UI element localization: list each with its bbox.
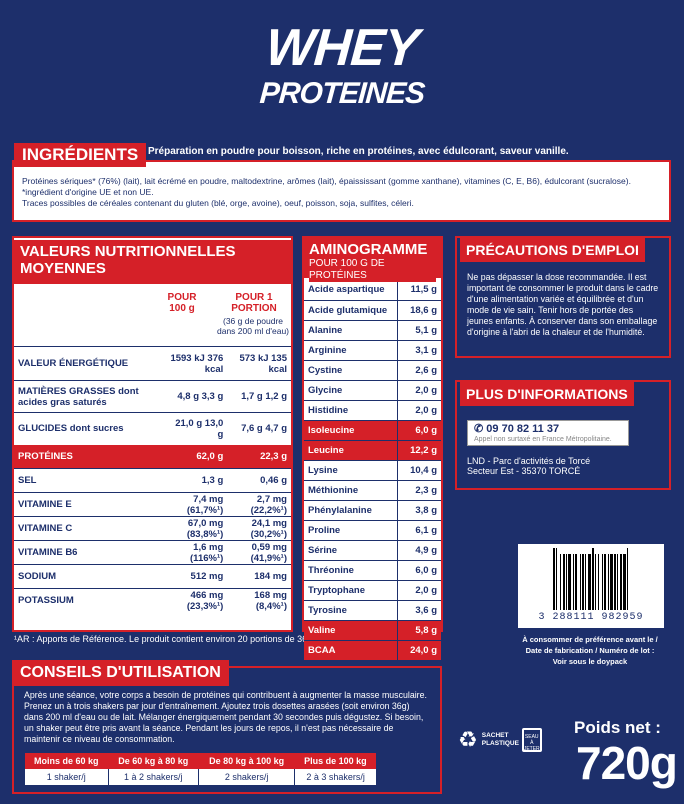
amino-value: 2,0 g — [397, 380, 441, 400]
amino-name: Sérine — [304, 540, 397, 560]
nutr-v2: 7,6 g 4,7 g — [227, 413, 291, 445]
nutr-name: VITAMINE C — [14, 517, 164, 541]
address-line2: Secteur Est - 35370 TORCÉ — [467, 466, 581, 476]
product-title: WHEY — [263, 19, 421, 77]
nutr-v1: 7,4 mg (61,7%¹) — [164, 493, 228, 517]
table-row — [304, 600, 441, 620]
amino-name: Isoleucine — [304, 420, 397, 440]
shaker-table — [24, 753, 376, 785]
amino-value: 12,2 g — [397, 440, 441, 460]
amino-name: Arginine — [304, 340, 397, 360]
conseils-text: Après une séance, votre corps a besoin de protéines qui contribuent à augmenter la masse musculaire. Prenez un à trois shakers par jour d'entraînement. Ajoutez trois dosettes arasées (soit environ 36g) dans 200 ml d'eau ou de lait. Mélanger énergiquement pendant 30 secondes puis dégustez. Si besoin, un shaker peut être pris avant la séance. Pendant les jours de repos, il n'est pas nécessaire de maintenir ce niveau de consommation. — [24, 690, 427, 744]
table-row — [304, 620, 441, 640]
amino-value: 3,6 g — [397, 600, 441, 620]
amino-name: Thréonine — [304, 560, 397, 580]
weight-cell: Moins de 60 kg — [25, 753, 109, 769]
table-row — [304, 360, 441, 380]
nutr-v1: 1,6 mg (116%¹) — [164, 541, 228, 565]
recycle-block — [458, 722, 558, 758]
net-weight-label: Poids net : — [574, 718, 661, 737]
table-row — [25, 753, 377, 769]
nutr-v2: 1,7 g 1,2 g — [227, 381, 291, 413]
nutr-name: PROTÉINES — [18, 450, 73, 462]
nutr-v1: 1593 kJ 376 kcal — [164, 347, 228, 381]
ingredients-box — [12, 160, 671, 222]
table-row — [304, 420, 441, 440]
weight-cell: De 60 kg à 80 kg — [108, 753, 198, 769]
nutr-v2: 184 mg — [227, 565, 291, 589]
barcode — [518, 544, 664, 628]
amino-name: Acide glutamique — [304, 300, 397, 320]
phone-icon: ✆ — [474, 423, 484, 435]
amino-name: Tryptophane — [304, 580, 397, 600]
table-row — [25, 769, 377, 785]
conseils-label: CONSEILS D'UTILISATION — [12, 660, 229, 686]
table-row — [304, 380, 441, 400]
amino-value: 10,4 g — [397, 460, 441, 480]
table-row — [304, 300, 441, 320]
table-row — [14, 413, 291, 445]
nutr-name: SODIUM — [14, 565, 164, 589]
nutrition-col2-header: POUR 1 PORTION — [231, 292, 277, 314]
nutrition-table — [14, 346, 291, 613]
nutr-v1: 1,3 g — [164, 469, 228, 493]
amino-value: 24,0 g — [397, 640, 441, 660]
nutr-v2: 0,46 g — [227, 469, 291, 493]
ingredients-line3: Traces possibles de céréales contenant du gluten (blé, orge, avoine), oeuf, poisson, soja, sulfites, céleri. — [22, 198, 414, 208]
table-row — [304, 580, 441, 600]
nutr-v2: 168 mg (8,4%¹) — [227, 589, 291, 613]
ingredients-summary: Préparation en poudre pour boisson, riche en protéines, avec édulcorant, saveur vanille. — [148, 146, 569, 157]
table-row — [304, 400, 441, 420]
nutrition-col2-note: (36 g de poudre dans 200 ml d'eau) — [216, 316, 290, 336]
table-row — [304, 280, 441, 300]
date-line1: À consommer de préférence avant le / — [522, 635, 658, 644]
recycle-icon: ♻ — [458, 727, 478, 752]
weight-cell: De 80 kg à 100 kg — [198, 753, 294, 769]
amino-name: Proline — [304, 520, 397, 540]
dose-cell: 2 shakers/j — [198, 769, 294, 785]
amino-value: 18,6 g — [397, 300, 441, 320]
amino-box — [302, 236, 443, 656]
net-weight-value: 720g — [576, 737, 677, 789]
table-row — [14, 589, 291, 613]
table-row — [304, 320, 441, 340]
nutr-name: SEL — [14, 469, 164, 493]
weight-cell: Plus de 100 kg — [295, 753, 376, 769]
amino-name: Méthionine — [304, 480, 397, 500]
amino-value: 5,8 g — [397, 620, 441, 640]
amino-name: Valine — [304, 620, 397, 640]
table-row — [304, 500, 441, 520]
amino-name: Cystine — [304, 360, 397, 380]
amino-name: Phénylalanine — [304, 500, 397, 520]
table-row — [304, 340, 441, 360]
phone-box[interactable] — [467, 420, 629, 446]
nutr-name: GLUCIDES dont sucres — [14, 413, 164, 445]
precautions-label: PRÉCAUTIONS D'EMPLOI — [460, 238, 645, 262]
table-row — [14, 493, 291, 517]
amino-value: 2,0 g — [397, 400, 441, 420]
amino-name: Tyrosine — [304, 600, 397, 620]
nutr-v2: 573 kJ 135 kcal — [227, 347, 291, 381]
nutr-v2: 2,7 mg (22,2%¹) — [227, 493, 291, 517]
table-row — [304, 480, 441, 500]
barcode-digits: 3 288111 982959 — [538, 612, 644, 623]
amino-value: 3,8 g — [397, 500, 441, 520]
dose-cell: 1 shaker/j — [25, 769, 109, 785]
phone-note: Appel non surtaxé en France Métropolitaine. — [474, 436, 612, 443]
product-subtitle: PROTEINES — [258, 77, 426, 110]
table-row — [304, 520, 441, 540]
table-row — [14, 445, 291, 469]
table-row — [14, 381, 291, 413]
amino-value: 2,0 g — [397, 580, 441, 600]
barcode-bars — [526, 548, 656, 610]
nutr-name: VITAMINE B6 — [14, 541, 164, 565]
amino-table — [304, 280, 441, 661]
nutrition-col-headers — [14, 290, 291, 348]
amino-name: BCAA — [304, 640, 397, 660]
amino-value: 2,6 g — [397, 360, 441, 380]
nutr-v1: 512 mg — [164, 565, 228, 589]
amino-name: Alanine — [304, 320, 397, 340]
amino-value: 11,5 g — [397, 280, 441, 300]
nutr-v1: 62,0 g — [196, 450, 224, 462]
amino-value: 6,0 g — [397, 560, 441, 580]
nutrition-footnote: ¹AR : Apports de Référence. Le produit contient environ 20 portions de 36 g. — [14, 634, 318, 644]
amino-name: Leucine — [304, 440, 397, 460]
nutr-v2: 0,59 mg (41,9%¹) — [227, 541, 291, 565]
nutr-name: MATIÈRES GRASSES dont acides gras saturés — [14, 381, 164, 413]
date-line3: Voir sous le doypack — [552, 657, 628, 666]
date-line2: Date de fabrication / Numéro de lot : — [525, 646, 655, 655]
nutr-v1: 4,8 g 3,3 g — [164, 381, 228, 413]
nutr-v1: 21,0 g 13,0 g — [164, 413, 228, 445]
trash-icon — [522, 728, 542, 752]
amino-value: 6,0 g — [397, 420, 441, 440]
amino-value: 4,9 g — [397, 540, 441, 560]
table-row — [14, 541, 291, 565]
address-line1: LND - Parc d'activités de Torcé — [467, 456, 591, 466]
nutr-v1: 466 mg (23,3%¹) — [164, 589, 228, 613]
amino-name: Acide aspartique — [304, 280, 397, 300]
nutr-name: VALEUR ÉNERGÉTIQUE — [14, 347, 164, 381]
nutrition-box — [12, 236, 293, 632]
nutrition-col1-header: POUR 100 g — [167, 292, 197, 314]
table-row — [14, 347, 291, 381]
recycle-box-label: SEAU À JETER — [523, 734, 540, 752]
recycle-sachet-label: SACHET PLASTIQUE — [481, 732, 519, 747]
table-row — [304, 640, 441, 660]
table-row — [304, 440, 441, 460]
info-label: PLUS D'INFORMATIONS — [460, 382, 634, 406]
amino-sublabel: POUR 100 G DE PROTÉINES — [309, 258, 436, 282]
amino-name: Lysine — [304, 460, 397, 480]
nutr-name: POTASSIUM — [14, 589, 164, 613]
amino-value: 3,1 g — [397, 340, 441, 360]
phone-number: 09 70 82 11 37 — [486, 423, 560, 435]
amino-title: AMINOGRAMME — [309, 241, 428, 258]
precautions-text: Ne pas dépasser la dose recommandée. Il est important de consommer le produit dans le cadre d'une alimentation variée et équilibrée et d'un mode de vie sain. Tenir hors de portée des jeunes enfants. À conserver dans son emballage d'origine à l'abri de la chaleur et de l'humidité. — [467, 272, 659, 337]
amino-label — [302, 238, 443, 281]
ingredients-label: INGRÉDIENTS — [14, 143, 146, 167]
dose-cell: 2 à 3 shakers/j — [295, 769, 376, 785]
ingredients-line2: *ingrédient d'origine UE et non UE. — [22, 187, 154, 197]
amino-name: Glycine — [304, 380, 397, 400]
table-row — [304, 540, 441, 560]
nutr-name: VITAMINE E — [14, 493, 164, 517]
table-row — [304, 460, 441, 480]
nutr-v2: 22,3 g — [260, 450, 287, 462]
dose-cell: 1 à 2 shakers/j — [108, 769, 198, 785]
amino-name: Histidine — [304, 400, 397, 420]
table-row — [14, 469, 291, 493]
table-row — [14, 565, 291, 589]
barcode-bar — [628, 548, 630, 610]
table-row — [304, 560, 441, 580]
amino-value: 5,1 g — [397, 320, 441, 340]
nutr-v1: 67,0 mg (83,8%¹) — [164, 517, 228, 541]
nutr-v2: 24,1 mg (30,2%¹) — [227, 517, 291, 541]
ingredients-line1: Protéines sériques* (76%) (lait), lait écrémé en poudre, maltodextrine, arômes (lait), épaississant (gomme xanthane), vitamines (C, E, B6), édulcorant (sucralose). — [22, 176, 631, 186]
table-row — [14, 517, 291, 541]
amino-value: 2,3 g — [397, 480, 441, 500]
dates-block — [506, 634, 674, 667]
nutrition-label: VALEURS NUTRITIONNELLES MOYENNES — [12, 240, 293, 284]
amino-value: 6,1 g — [397, 520, 441, 540]
